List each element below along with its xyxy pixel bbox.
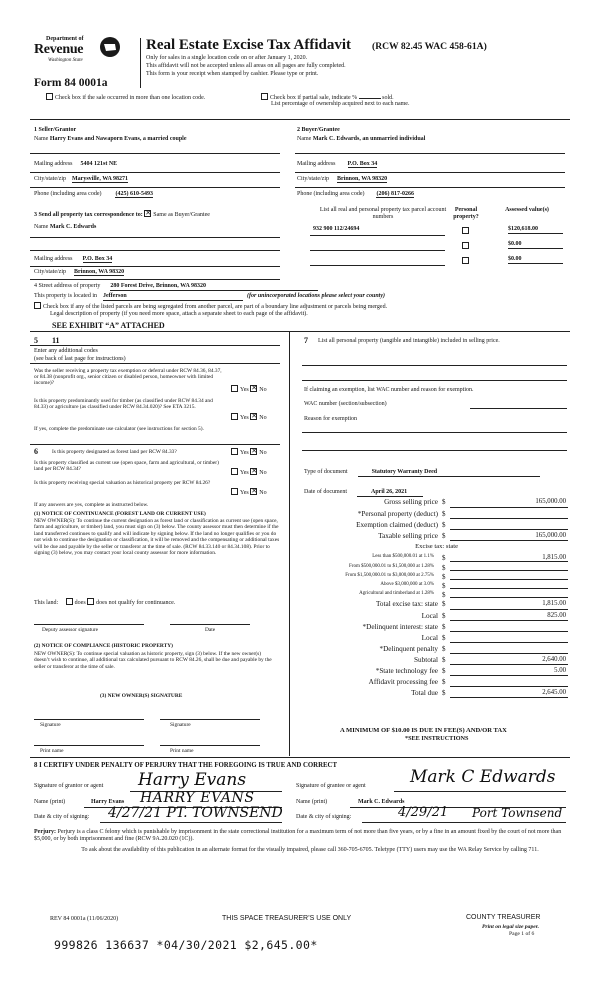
wac-number-label: WAC number (section/subsection) (304, 401, 387, 407)
multi-location-checkbox[interactable] (46, 93, 53, 100)
buyer-phone[interactable]: (206) 817-0266 (376, 191, 414, 197)
section-5-code[interactable]: 11 (52, 336, 60, 345)
calc-value[interactable]: 2,640.00 (542, 656, 566, 663)
seller-phone-row (34, 191, 153, 198)
buyer-mailing-label: Mailing address (297, 161, 336, 167)
yes-label: Yes (240, 387, 249, 393)
yes-label: Yes (240, 415, 249, 421)
calc-currency-symbol: $ (442, 573, 446, 581)
document-type-label: Type of document (304, 469, 348, 475)
perjury-notice (34, 829, 566, 843)
assessed-value-header: Assessed value(s) (505, 207, 549, 213)
calc-label: *Delinquent interest: state (362, 623, 438, 631)
current-use-yes-checkbox[interactable] (231, 468, 238, 475)
correspondence-mailing-label: Mailing address (34, 256, 73, 262)
header-note-1: Only for sales in a single location code on or after January 1, 2020. (146, 55, 308, 61)
calc-label: Local (421, 634, 438, 642)
calc-label: Agricultural and timberland at 1.28% (359, 591, 434, 596)
form-title: Real Estate Excise Tax Affidavit (146, 37, 351, 53)
certification-heading: 8 I CERTIFY UNDER PENALTY OF PERJURY THAT THE FOREGOING IS TRUE AND CORRECT (34, 762, 337, 769)
calc-currency-symbol: $ (442, 521, 446, 529)
section-6-number: 6 (34, 447, 38, 456)
boundary-label: Check box if any of the listed parcels are being segregated from another parcel, are part of a boundary line adjustment or parcels being merged. (43, 304, 388, 310)
calc-row (300, 563, 570, 572)
correspondence-name-row (34, 224, 96, 231)
this-land-label: This land: (34, 600, 59, 606)
calc-row (300, 553, 570, 563)
buyer-phone-label: Phone (including area code) (297, 191, 365, 197)
no-label: No (259, 415, 267, 421)
treasurer-space-label: THIS SPACE TREASURER’S USE ONLY (222, 915, 352, 922)
partial-sale-sold: sold. (382, 95, 394, 101)
new-owner-print-name-1-label: Print name (40, 748, 64, 754)
calc-value[interactable]: 825.00 (547, 612, 566, 619)
perjury-label: Perjury: (34, 829, 56, 835)
seller-heading: 1 Seller/Grantor (34, 127, 77, 133)
predominant-use-note: If yes, complete the predominate use calculator (see instructions for section 5). (34, 426, 204, 432)
correspondence-city-row (34, 269, 124, 276)
correspondence-row (34, 210, 210, 219)
grantor-name-handwritten: HARRY EVANS (140, 790, 255, 806)
calc-row (300, 531, 570, 542)
grantee-name-print[interactable]: Mark C. Edwards (358, 799, 405, 805)
form-number: Form 84 0001a (34, 77, 108, 89)
timber-use-question: Is this property predominantly used for timber (as classified under RCW 84.34 and 84.33) or agriculture (as classified under RCW 84.34.020)? See ETA 3215. (34, 398, 213, 411)
compliance-text: NEW OWNER(S): To continue special valuation as historic property, sign (3) below. If the new owner(s) doesn’t wish to continue, all additional tax calculated pursuant to RCW 84.26, shall be due and payable by the seller or transferor at the time of sale. (34, 651, 272, 670)
current-use-no-checkbox[interactable] (250, 468, 257, 475)
compliance-heading: (2) NOTICE OF COMPLIANCE (HISTORIC PROPERTY) (34, 643, 173, 649)
calc-row (300, 497, 570, 509)
cashier-receipt-stamp: 999826 136637 *04/30/2021 $2,645.00* (54, 938, 318, 952)
calc-row (300, 611, 570, 622)
new-owner-signature-1-label: Signature (40, 722, 61, 728)
document-date-label: Date of document (304, 489, 347, 495)
exemption-reason-label: Reason for exemption (304, 416, 357, 422)
assessed-value-2[interactable]: $0.00 (508, 241, 563, 249)
grantor-signature[interactable]: Harry Evans (138, 770, 247, 790)
calc-row (300, 542, 570, 553)
grantee-signature-label: Signature of grantee or agent (296, 783, 366, 789)
buyer-city-row (297, 176, 387, 183)
yes-label: Yes (240, 470, 249, 476)
seller-exemption-answer (231, 385, 267, 394)
calc-currency-symbol: $ (442, 667, 446, 675)
seller-name[interactable]: Harry Evans and Nawaporn Evans, a married couple (49, 136, 187, 142)
calc-row (300, 688, 570, 699)
new-owner-signature-2-label: Signature (170, 722, 191, 728)
calc-currency-symbol: $ (442, 612, 446, 620)
calc-label: From $500,000.01 to $1,500,000 at 1.28% (349, 564, 434, 569)
calc-currency-symbol: $ (442, 623, 446, 631)
calc-value[interactable]: 5.00 (554, 667, 566, 674)
continuance-choice-row (34, 598, 175, 607)
seller-exemption-yes-checkbox[interactable] (231, 385, 238, 392)
does-label: does (74, 600, 86, 606)
yes-label: Yes (240, 490, 249, 496)
seller-city-row (34, 176, 128, 183)
continuance-heading: (1) NOTICE OF CONTINUANCE (FOREST LAND OR CURRENT USE) (34, 511, 206, 517)
correspondence-name-label: Name (34, 224, 49, 230)
seller-city[interactable]: Marysville, WA 98271 (72, 176, 129, 182)
multi-location-checkbox-row[interactable] (46, 93, 205, 102)
buyer-name-label: Name (297, 136, 312, 142)
minimum-fee-note: A MINIMUM OF $10.00 IS DUE IN FEE(S) AND/OR TAX (340, 727, 507, 734)
calc-label: Excise tax: state (415, 543, 458, 550)
page-number: Page 1 of 6 (509, 931, 535, 937)
no-label: No (259, 450, 267, 456)
calc-label: *Delinquent penalty (379, 645, 438, 653)
boundary-checkbox-row[interactable] (34, 302, 387, 311)
logo-revenue-text: Revenue (34, 42, 84, 57)
parcel-list-header: List all real and personal property tax parcel account numbers (319, 207, 447, 220)
calc-row (300, 666, 570, 677)
grantor-name-label: Name (print) (34, 799, 66, 805)
deputy-signature-label: Deputy assessor signature (42, 627, 98, 633)
seller-phone-label: Phone (including area code) (34, 191, 102, 197)
grantee-date[interactable]: 4/29/21 (398, 805, 449, 820)
calc-row (300, 590, 570, 599)
calc-value[interactable]: 1,815.00 (542, 600, 566, 607)
calc-currency-symbol: $ (442, 591, 446, 599)
revision-number: REV 84 0001a (11/06/2020) (50, 916, 119, 922)
yes-label: Yes (240, 450, 249, 456)
calc-currency-symbol: $ (442, 564, 446, 572)
calc-row (300, 644, 570, 655)
accessibility-note: To ask about the availability of this publication in an alternate format for the visually impaired, please call 360-705-6705. Teletype (TTY) users may use the WA Relay Service by calling 711. (81, 847, 539, 853)
calc-currency-symbol: $ (442, 582, 446, 590)
calc-row (300, 622, 570, 633)
personal-property-checkbox-3[interactable] (462, 257, 471, 265)
grantee-name-label: Name (print) (296, 799, 328, 805)
logo-dept-text: Department of (46, 36, 84, 42)
exemption-instructions: If claiming an exemption, list WAC number and reason for exemption. (304, 387, 474, 393)
no-label: No (259, 470, 267, 476)
calc-row (300, 520, 570, 531)
tax-calculation (300, 497, 570, 722)
document-date-row (304, 489, 423, 497)
current-use-answer (231, 468, 267, 477)
legal-paper-note: Print on legal size paper. (482, 924, 540, 930)
historic-answer (231, 488, 267, 497)
same-as-buyer-label: Same as Buyer/Grantee (153, 212, 210, 218)
historic-no-checkbox[interactable] (250, 488, 257, 495)
property-street-row (34, 283, 318, 291)
calc-row (300, 677, 570, 688)
section-7-number: 7 (304, 336, 308, 345)
calc-currency-symbol: $ (442, 600, 446, 608)
timber-use-yes-checkbox[interactable] (231, 413, 238, 420)
calc-currency-symbol: $ (442, 645, 446, 653)
seller-exemption-no-checkbox[interactable] (250, 385, 257, 392)
does-not-label: does not qualify for continuance. (96, 600, 176, 606)
assessed-value-3[interactable]: $0.00 (508, 256, 563, 264)
calc-row (300, 572, 570, 581)
legal-description-label: Legal description of property (if you need more space, attach a separate sheet to each page of the affidavit). (50, 311, 308, 317)
section-5-number: 5 (34, 336, 38, 345)
header-note-2: This affidavit will not be accepted unless all areas on all pages are fully completed. (146, 63, 346, 69)
grantee-signature[interactable]: Mark C Edwards (410, 767, 556, 787)
property-located-label: This property is located in (34, 293, 97, 299)
correspondence-heading: 3 Send all property tax correspondence to: (34, 212, 143, 218)
document-type[interactable]: Statutory Warranty Deed (358, 469, 540, 477)
document-date[interactable]: April 26, 2021 (357, 489, 423, 497)
buyer-name[interactable]: Mark C. Edwards, an unmarried individual (312, 136, 426, 142)
calc-currency-symbol: $ (442, 510, 446, 518)
seller-exemption-question: Was the seller receiving a property tax exemption or deferral under RCW 84.36, 84.37, or 84.38 (nonprofit org., senior citizen or disabled person, homeowner with limited income)? (34, 368, 222, 387)
property-street-label: 4 Street address of property (34, 283, 101, 289)
perjury-text: Perjury is a class C felony which is punishable by imprisonment in the state correctional institution for a maximum term of not more than five years, or by a fine in an amount fixed by the court of not more than $5,000, or by both imprisonment and fine (RCW 9A.20.020 (1C)). (34, 829, 562, 842)
deputy-date-label: Date (205, 627, 216, 633)
calc-label: Gross selling price (384, 498, 438, 506)
header-note-3: This form is your receipt when stamped by cashier. Please type or print. (146, 71, 319, 77)
grantee-city[interactable]: Port Townsend (472, 806, 563, 820)
seller-mailing[interactable]: 5404 121st NE (80, 161, 118, 167)
historic-yes-checkbox[interactable] (231, 488, 238, 495)
no-label: No (259, 490, 267, 496)
calc-row (300, 509, 570, 520)
calc-currency-symbol: $ (442, 554, 446, 562)
boundary-checkbox[interactable] (34, 302, 41, 309)
personal-property-checkbox-1[interactable] (462, 227, 471, 235)
calc-currency-symbol: $ (442, 678, 446, 686)
historic-question: Is this property receiving special valuation as historical property per RCW 84.26? (34, 480, 211, 486)
timber-use-answer (231, 413, 267, 422)
forest-land-question: Is this property designated as forest land per RCW 84.33? (52, 449, 177, 455)
timber-use-no-checkbox[interactable] (250, 413, 257, 420)
grantor-date-city[interactable]: 4/27/21 PT. TOWNSEND (108, 805, 283, 821)
calc-row (300, 581, 570, 590)
calc-label: Exemption claimed (deduct) (356, 521, 438, 529)
correspondence-mailing-row (34, 256, 112, 263)
grantor-signature-label: Signature of grantor or agent (34, 783, 104, 789)
calc-label: Total excise tax: state (376, 600, 438, 608)
buyer-city[interactable]: Brinnon, WA 98320 (337, 176, 388, 182)
seller-mailing-row (34, 161, 117, 168)
buyer-name-row (297, 136, 425, 143)
calc-label: Local (421, 612, 438, 620)
calc-value[interactable]: 165,000.00 (535, 532, 566, 539)
county-note: (for unincorporated locations please select your county) (247, 293, 385, 299)
seller-phone[interactable]: (425) 610-5493 (115, 191, 153, 197)
buyer-heading: 2 Buyer/Grantee (297, 127, 340, 133)
calc-label: Taxable selling price (378, 532, 438, 540)
new-owner-print-name-2-label: Print name (170, 748, 194, 754)
new-owner-signature-heading: (3) NEW OWNER(S) SIGNATURE (100, 693, 183, 699)
forest-land-no-checkbox[interactable] (250, 448, 257, 455)
personal-property-instructions: List all personal property (tangible and intangible) included in selling price. (318, 338, 500, 344)
calc-label: *State technology fee (375, 667, 438, 675)
correspondence-mailing[interactable]: P.O. Box 34 (82, 256, 113, 262)
forest-land-answer (231, 448, 267, 457)
county-treasurer-label: COUNTY TREASURER (466, 914, 541, 921)
any-yes-note: If any answers are yes, complete as instructed below. (34, 502, 149, 508)
buyer-city-label: City/state/zip (297, 176, 329, 182)
buyer-phone-row (297, 191, 414, 198)
calc-row (300, 599, 570, 611)
grantee-date-label: Date & city of signing: (296, 814, 352, 820)
calc-label: *Personal property (deduct) (357, 510, 438, 518)
calc-label: Affidavit processing fee (368, 678, 438, 686)
calc-value[interactable]: 1,815.00 (542, 554, 566, 561)
document-type-row (304, 469, 540, 477)
assessed-value-1[interactable]: $120,618.00 (508, 226, 563, 234)
calc-currency-symbol: $ (442, 498, 446, 506)
current-use-question: Is this property classified as current use (open space, farm and agricultural, or timber) land per RCW 84.34? (34, 460, 219, 473)
wa-state-icon (98, 36, 122, 58)
calc-label: Above $3,000,000 at 3.0% (380, 582, 434, 587)
same-as-buyer-checkbox[interactable] (144, 210, 151, 217)
correspondence-city[interactable]: Brinnon, WA 98320 (74, 269, 125, 275)
seller-mailing-label: Mailing address (34, 161, 73, 167)
buyer-mailing[interactable]: P.O. Box 34 (347, 161, 378, 167)
calc-value[interactable]: 165,000.00 (535, 498, 566, 505)
multi-location-label: Check box if the sale occurred in more than one location code. (55, 95, 206, 101)
grantor-name-print[interactable]: Harry Evans (91, 799, 125, 805)
ownership-note: List percentage of ownership acquired next to each name. (271, 101, 410, 107)
calc-row (300, 655, 570, 666)
calc-currency-symbol: $ (442, 532, 446, 540)
correspondence-city-label: City/state/zip (34, 269, 66, 275)
calc-label: From $1,500,000.01 to $3,000,000 at 2.75% (345, 573, 434, 578)
does-not-checkbox[interactable] (87, 598, 94, 605)
forest-land-yes-checkbox[interactable] (231, 448, 238, 455)
correspondence-name[interactable]: Mark C. Edwards (49, 224, 97, 230)
seller-name-row (34, 136, 187, 143)
continuance-text: NEW OWNER(S): To continue the current designation as forest land or classification as current use (open space, farm and agriculture, or timber) land, you must sign on (3) below. The county assessor must then determine if the land transferred continues to qualify and will indicate by signing below. If the land no longer qualifies or you do not wish to continue the designation or classification, it will be removed and the compensating or additional taxes will be due and payable by the seller or transferor at the time of sale. (RCW 84.33.140 or 84.34.108). Prior to signing (3) below, you may contact your local county assessor for more information. (34, 518, 280, 557)
personal-property-header: Personal property? (453, 207, 479, 220)
see-instructions-note: *SEE INSTRUCTIONS (405, 735, 469, 742)
see-back-label: (see back of last page for instructions) (34, 356, 126, 362)
partial-sale-label: Check box if partial sale, indicate % (270, 95, 358, 101)
calc-currency-symbol: $ (442, 656, 446, 664)
partial-sale-checkbox[interactable] (261, 93, 268, 100)
seller-name-label: Name (34, 136, 49, 142)
property-county[interactable]: Jefferson (103, 293, 243, 301)
revenue-logo (34, 36, 124, 66)
no-label: No (259, 387, 267, 393)
additional-codes-label: Enter any additional codes (34, 348, 98, 354)
seller-city-label: City/state/zip (34, 176, 66, 182)
calc-value[interactable]: 2,645.00 (542, 689, 566, 696)
logo-state-text: Washington State (48, 58, 83, 63)
property-county-row (34, 293, 385, 301)
grantor-date-label: Date & city of signing: (34, 814, 90, 820)
buyer-mailing-row (297, 161, 377, 168)
calc-row (300, 633, 570, 644)
does-checkbox[interactable] (66, 598, 73, 605)
exhibit-a-text: SEE EXHIBIT “A” ATTACHED (52, 321, 165, 330)
property-street[interactable]: 280 Forest Drive, Brinnon, WA 98320 (110, 283, 318, 291)
calc-label: Total due (411, 689, 438, 697)
form-rcw: (RCW 82.45 WAC 458-61A) (372, 41, 487, 52)
calc-label: Subtotal (414, 656, 438, 664)
calc-currency-symbol: $ (442, 634, 446, 642)
parcel-account-1[interactable]: 932 900 112/24694 (313, 226, 360, 232)
calc-label: Less than $500,000.01 at 1.1% (372, 554, 434, 559)
calc-currency-symbol: $ (442, 689, 446, 697)
personal-property-checkbox-2[interactable] (462, 242, 471, 250)
